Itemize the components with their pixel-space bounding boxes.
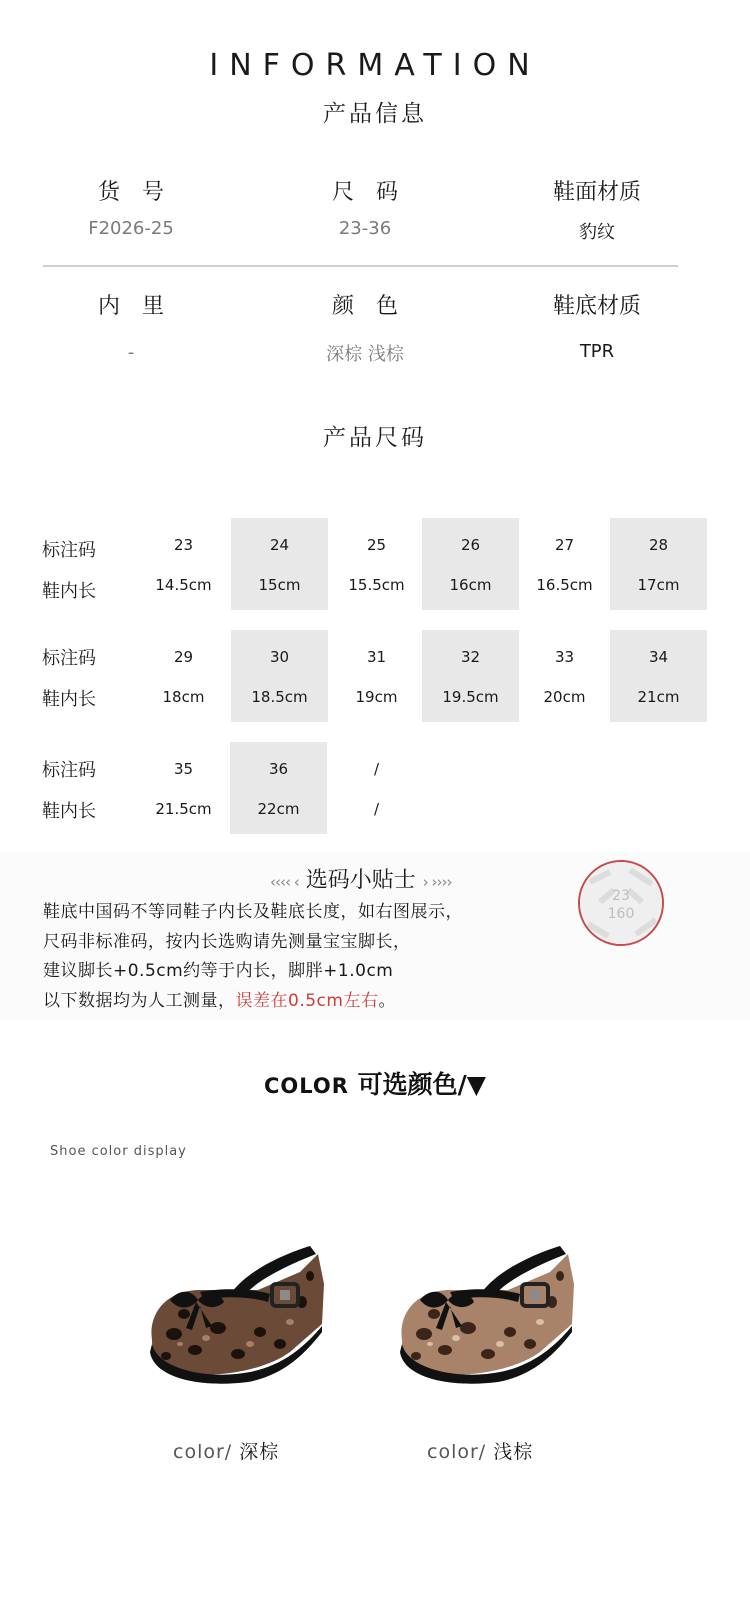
tip-line-3: 建议脚长+0.5cm约等于内长，脚胖+1.0cm <box>43 961 394 981</box>
tip-line-4: 以下数据均为人工测量，误差在0.5cm左右。 <box>43 991 396 1011</box>
size-cell: 36 22cm <box>230 742 327 834</box>
spec-value-upper-material: 豹纹 <box>579 222 615 243</box>
sole-closeup-image <box>578 860 664 946</box>
leopard-mary-jane-shoe-dark-icon <box>140 1232 330 1392</box>
sole-number-size: 23 <box>612 888 630 904</box>
spec-label-sole-material: 鞋底材质 <box>552 294 641 319</box>
length-label: 鞋内长 <box>42 581 96 602</box>
tip-error-note: 误差在0.5cm左右 <box>235 991 379 1011</box>
spec-label-size: 尺 码 <box>331 180 398 205</box>
size-cell: 34 21cm <box>610 630 707 722</box>
size-row-3 <box>30 742 720 834</box>
info-title: INFORMATION <box>209 48 541 83</box>
color-name-dark: 深棕 <box>239 1441 280 1463</box>
tips-title <box>270 863 452 894</box>
spec-value-color: 深棕 浅棕 <box>326 344 404 365</box>
color-section-title <box>0 1065 750 1101</box>
size-row-1 <box>30 518 720 610</box>
spec-value-size: 23-36 <box>338 218 392 239</box>
spec-label-lining: 内 里 <box>97 294 164 319</box>
spec-value-sole-material: TPR <box>579 341 615 362</box>
spec-label-upper-material: 鞋面材质 <box>552 180 641 205</box>
right-arrows-icon: › ›››› <box>422 873 452 891</box>
size-row-2 <box>30 630 720 722</box>
spec-value-item-no: F2026-25 <box>88 218 174 239</box>
size-cell: 32 19.5cm <box>422 630 519 722</box>
size-cell: 25 15.5cm <box>348 536 405 594</box>
leopard-mary-jane-shoe-light-icon <box>390 1232 580 1392</box>
color-title-en: COLOR <box>264 1074 349 1098</box>
shoe-caption-dark: color/ 深棕 <box>173 1441 280 1463</box>
color-name-light: 浅棕 <box>493 1441 534 1463</box>
tip-line-2: 尺码非标准码，按内长选购请先测量宝宝脚长， <box>43 932 411 952</box>
mark-label: 标注码 <box>42 540 96 561</box>
mark-label: 标注码 <box>42 648 96 669</box>
length-label: 鞋内长 <box>42 689 96 710</box>
size-cell: 33 20cm <box>543 648 586 706</box>
size-cell: 26 16cm <box>422 518 519 610</box>
size-cell: 30 18.5cm <box>231 630 328 722</box>
size-cell: 35 21.5cm <box>155 760 212 818</box>
left-arrows-icon: ‹‹‹‹ ‹ <box>270 873 299 891</box>
info-subtitle: 产品信息 <box>323 101 427 127</box>
shoe-caption-light: color/ 浅棕 <box>427 1441 534 1463</box>
size-cell: 23 14.5cm <box>155 536 212 594</box>
size-cell: 27 16.5cm <box>536 536 593 594</box>
tips-title-text: 选码小贴士 <box>305 868 416 893</box>
spec-value-lining: - <box>127 342 135 363</box>
mark-label: 标注码 <box>42 760 96 781</box>
spec-label-color: 颜 色 <box>331 294 398 319</box>
size-cell: 28 17cm <box>610 518 707 610</box>
size-cell: 29 18cm <box>162 648 205 706</box>
size-cell: 31 19cm <box>355 648 398 706</box>
color-title-cn: 可选颜色/▼ <box>357 1070 486 1099</box>
spec-label-item-no: 货 号 <box>97 180 164 205</box>
size-chart-title: 产品尺码 <box>323 425 427 451</box>
spec-divider <box>43 265 678 267</box>
shoe-display-label: Shoe color display <box>50 1144 187 1159</box>
length-label: 鞋内长 <box>42 801 96 822</box>
sole-number-length: 160 <box>607 906 635 922</box>
size-cell: 24 15cm <box>231 518 328 610</box>
tip-line-1: 鞋底中国码不等同鞋子内长及鞋底长度，如右图展示， <box>43 902 463 922</box>
size-cell: / / <box>373 760 380 818</box>
